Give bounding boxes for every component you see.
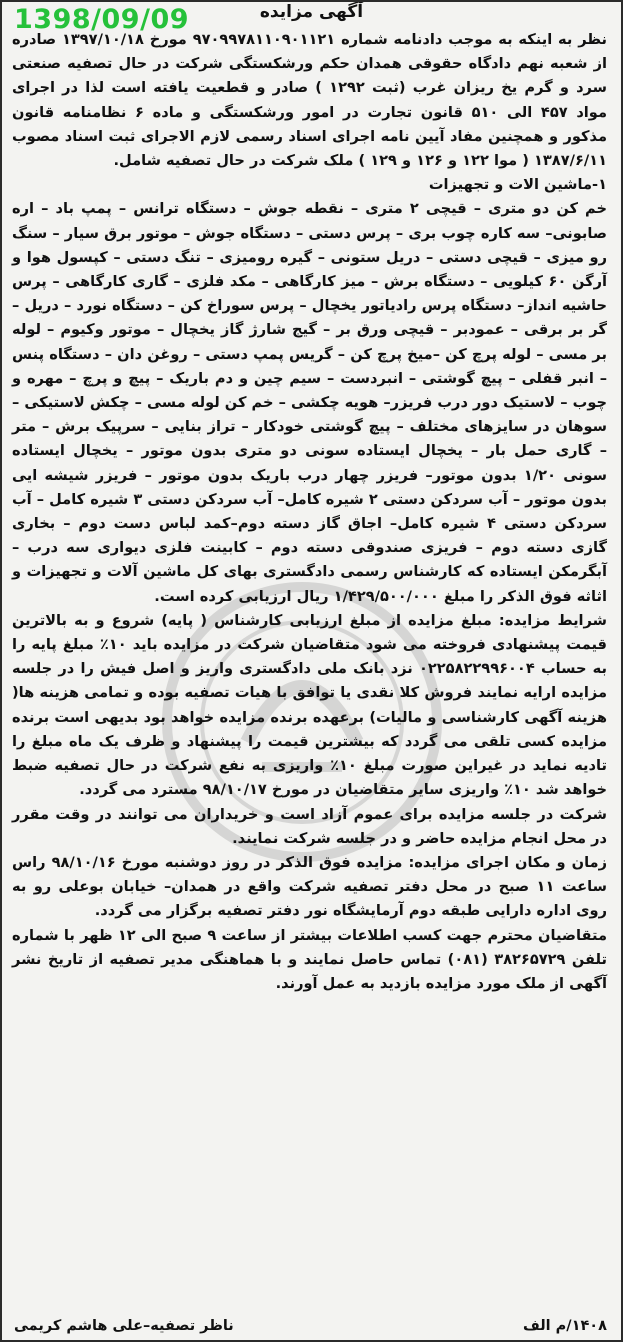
date-stamp: 1398/09/09 [14,4,190,35]
notice-code: ۱۴۰۸/م الف [522,1318,607,1334]
notice-body [12,28,607,996]
signatory: ناظر تصفیه–علی هاشم کریمی [14,1318,234,1334]
public-attendance-paragraph: شرکت در جلسه مزایده برای عموم آزاد است و خریداران می توانند در وقت مقرر در محل انجام مزایده حاضر و در جلسه شرکت نمایند. [12,805,607,847]
notice-footer [14,1318,607,1334]
auction-terms-paragraph: شرایط مزایده: مبلغ مزایده از مبلغ ارزیابی کارشناس ( پایه) شروع و به بالاترین قیمت پیشنهادی فروخته می شود متقاضیان شرکت در مزایده باید ۱۰٪ مبلغ پایه را به حساب ۰۲۲۵۸۲۲۹۹۶۰۰۴ نزد بانک ملی دادگستری واریز و اصل فیش را در جلسه مزایده ارایه نمایند فروش کلا نقدی یا توافق با هیات تصفیه بوده و تمامی هزینه ها( هزینه آگهی کارشناسی و مالیات) برعهده برنده مزایده خواهد بود بدیهی است برنده مزایده کسی تلقی می گردد که بیشترین قیمت را پیشنهاد و ظرف یک ماه مبلغ را تادیه نماید در غیراین صورت مبلغ ۱۰٪ واریزی به نفع شرکت در حال تصفیه ضبط خواهد شد ۱۰٪ واریزی سایر متقاضیان در مورخ ۹۸/۱۰/۱۷ مسترد می گردد. [12,611,607,799]
notice-title: آگهی مزایده [259,2,364,22]
intro-paragraph: نظر به اینکه به موجب دادنامه شماره ۹۷۰۹۹۷۸۱۱۰۹۰۱۱۲۱ مورخ ۱۳۹۷/۱۰/۱۸ صادره از شعبه نهم دادگاه حقوقی همدان حکم ورشکستگی شرکت در حال تصفیه صنعتی سرد و گرم یخ ریزان غرب (ثبت ۱۲۹۲ ) صادر و قطعیت یافته است لذا در اجرای مواد ۴۵۷ الی ۵۱۰ قانون تجارت در امور ورشکستگی و ماده ۶ نظامنامه قانون مذکور و همچنین مفاد آیین نامه اجرای اسناد رسمی لازم الاجرای ثبت اسناد مصوب ۱۳۸۷/۶/۱۱ ( موا ۱۲۲ و ۱۲۶ و ۱۲۹ ) ملک شرکت در حال تصفیه شامل. [12,31,607,170]
equipment-list-paragraph: خم کن دو متری – قیچی ۲ متری – نقطه جوش – دستگاه ترانس – پمپ باد – اره صابونی– سه کاره چوب بری – پرس دستی – دستگاه جوش – موتور برق سیار – سنگ رو میزی – قیچی دستی – دریل ستونی – گیره رومیزی – تنگ دستی – کپسول هوا و آرگن ۶۰ کیلویی – دستگاه برش – میز کارگاهی – مکد فلزی – گاری کارگاهی – پرس حاشیه انداز– دستگاه پرس رادیاتور یخچال – پرس سوراخ کن – دستگاه نورد – دریل – گر بر برقی – عمودبر – قیچی ورق بر – گیج شارژ گاز یخچال – موتور وکیوم – لوله بر مسی – لوله پرچ کن –میخ پرچ کن – گریس پمپ دستی – روغن دان – دستگاه پنس – انبر قفلی – پیچ گوشتی – انبردست – سیم چین و دم باریک – پیچ و پرچ – مهره و چوب – لاستیک دور درب فریزر– هویه چکشی – خم کن لوله مسی – چکش لاستیکی – سوهان در سایزهای مختلف – پیچ گوشتی خودکار – تراز بنایی – سرپیک برش – متر – گاری حمل بار – یخچال ایستاده سونی دو متری بدون موتور – یخچال ایستاده سونی ۱/۲۰ بدون موتور– فریزر چهار درب باریک بدون موتور – فریزر شیشه ایی بدون موتور – آب سردکن دستی ۲ شیره کامل– آب سردکن دستی ۳ شیره کامل – آب سردکن دستی ۴ شیره کامل– اجاق گاز دسته دوم–کمد لباس دست دوم – بخاری گازی دسته دوم – فریزی صندوقی دسته دوم – کابینت فلزی دیواری سه درب – آبگرمکن ایستاده که کارشناس رسمی دادگستری بهای کل ماشین آلات و تجهیزات و اثاثه فوق الذکر را مبلغ ۱/۴۲۹/۵۰۰/۰۰۰ ریال ارزیابی کرده است. [12,200,608,605]
section-heading-equipment: ۱-ماشین الات و تجهیزات [428,176,607,194]
time-place-paragraph: زمان و مکان اجرای مزایده: مزایده فوق الذکر در روز دوشنبه مورخ ۹۸/۱۰/۱۶ راس ساعت ۱۱ صبح در محل دفتر تصفیه شرکت واقع در همدان– خیابان بوعلی رو به روی اداره دارایی طبقه دوم آرمایشگاه نور دفتر تصفیه برگزار می گردد. [12,853,607,920]
contact-paragraph: متقاضیان محترم جهت کسب اطلاعات بیشتر از ساعت ۹ صبح الی ۱۲ ظهر با شماره تلفن ۳۸۲۶۵۷۲۹ (۰۸۱) تماس حاصل نمایند و با هماهنگی مدیر تصفیه از تاریخ نشر آگهی از ملک مورد مزایده بازدید به عمل آورند. [12,926,607,992]
